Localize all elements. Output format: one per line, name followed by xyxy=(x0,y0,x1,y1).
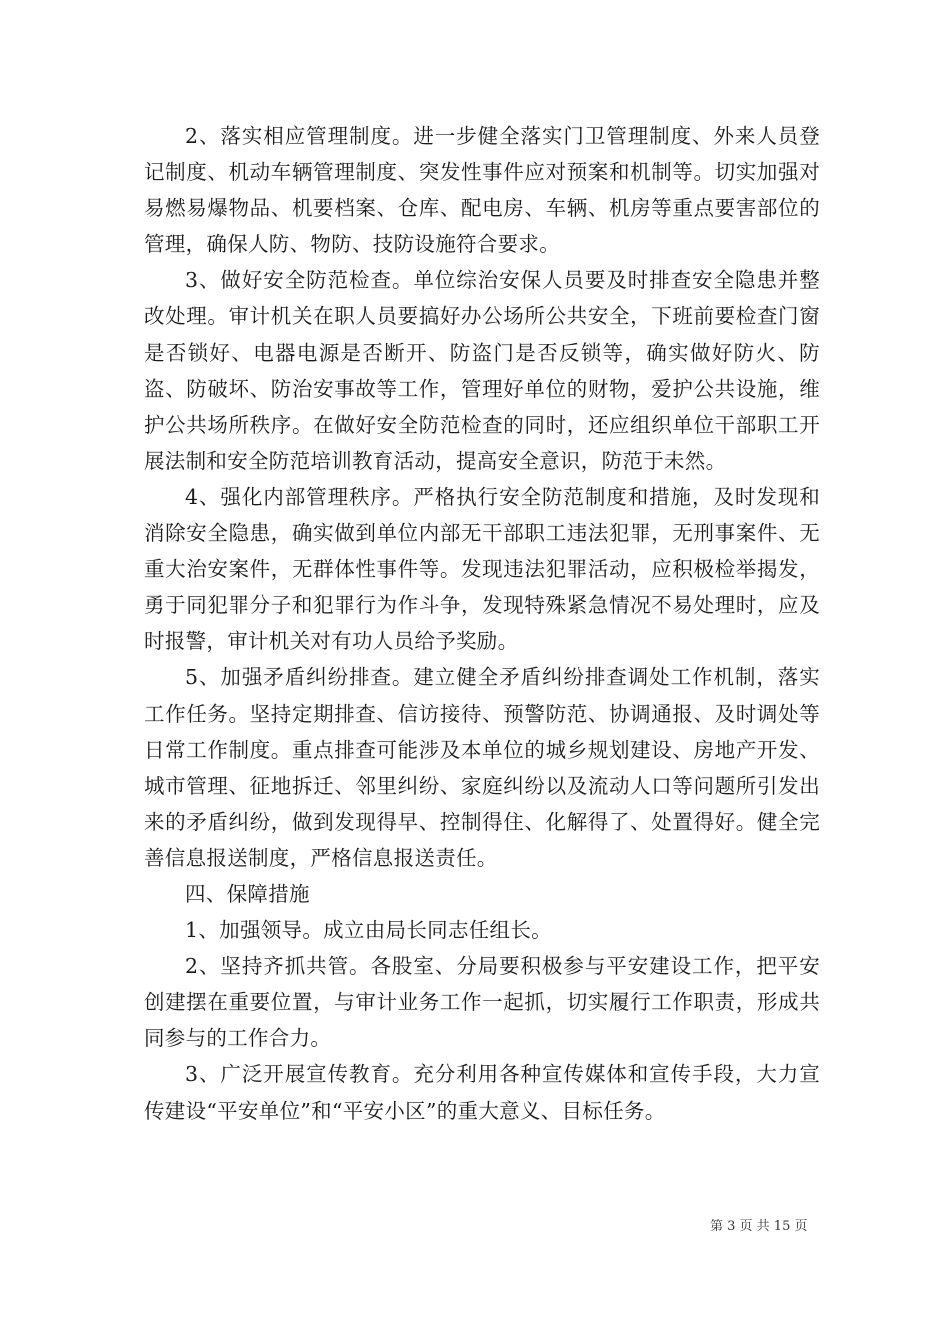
paragraph-measure-4: 4、强化内部管理秩序。严格执行安全防范制度和措施，及时发现和消除安全隐患，确实做到单位内部无干部职工违法犯罪，无刑事案件、无重大治安案件，无群体性事件等。发现违法犯罪活动，应积极检举揭发，勇于同犯罪分子和犯罪行为作斗争，发现特殊紧急情况不易处理时，应及时报警，审计机关对有功人员给予奖励。 xyxy=(144,484,820,654)
paragraph-measure-5: 5、加强矛盾纠纷排查。建立健全矛盾纠纷排查调处工作机制，落实工作任务。坚持定期排查、信访接待、预警防范、协调通报、及时调处等日常工作制度。重点排查可能涉及本单位的城乡规划建设、房地产开发、城市管理、征地拆迁、邻里纠纷、家庭纠纷以及流动人口等问题所引发出来的矛盾纠纷，做到发现得早、控制得住、化解得了、处置得好。健全完善信息报送制度，严格信息报送责任。 xyxy=(144,665,820,870)
document-body xyxy=(144,118,820,1129)
section-heading-safeguards: 四、保障措施 xyxy=(185,881,310,906)
page-number-footer: 第 3 页 共 15 页 xyxy=(710,1219,808,1234)
paragraph-safeguard-3: 3、广泛开展宣传教育。充分利用各种宣传媒体和宣传手段，大力宣传建设“平安单位”和“平安小区”的重大意义、目标任务。 xyxy=(144,1062,820,1123)
paragraph-measure-2: 2、落实相应管理制度。进一步健全落实门卫管理制度、外来人员登记制度、机动车辆管理制度、突发性事件应对预案和机制等。切实加强对易燃易爆物品、机要档案、仓库、配电房、车辆、机房等重点要害部位的管理，确保人防、物防、技防设施符合要求。 xyxy=(144,124,820,257)
paragraph-safeguard-1: 1、加强领导。成立由局长同志任组长。 xyxy=(185,918,552,943)
paragraph-measure-3: 3、做好安全防范检查。单位综治安保人员要及时排查安全隐患并整改处理。审计机关在职人员要搞好办公场所公共安全，下班前要检查门窗是否锁好、电器电源是否断开、防盗门是否反锁等，确实做好防火、防盗、防破坏、防治安事故等工作，管理好单位的财物，爱护公共设施，维护公共场所秩序。在做好安全防范检查的同时，还应组织单位干部职工开展法制和安全防范培训教育活动，提高安全意识，防范于未然。 xyxy=(144,268,820,473)
paragraph-safeguard-2: 2、坚持齐抓共管。各股室、分局要积极参与平安建设工作，把平安创建摆在重要位置，与审计业务工作一起抓，切实履行工作职责，形成共同参与的工作合力。 xyxy=(144,954,820,1051)
